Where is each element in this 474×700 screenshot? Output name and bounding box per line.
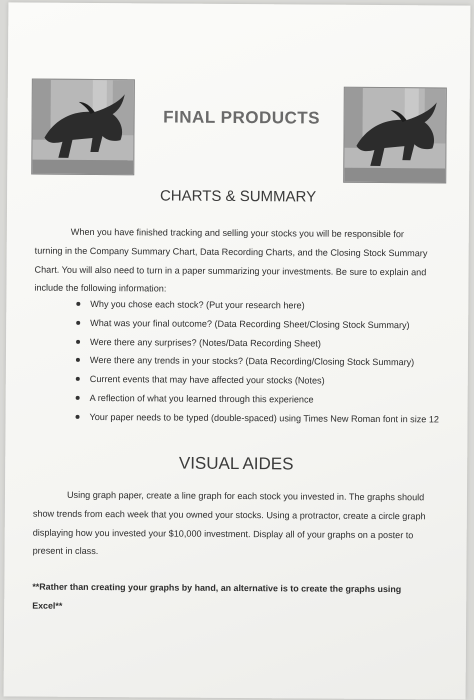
list-item: A reflection of what you learned through this experience	[76, 392, 446, 407]
charging-bull-icon	[344, 88, 446, 183]
charts-intro-paragraph: When you have finished tracking and selling your stocks you will be responsible for turning in the Company Summary Chart, Data Recording Charts, and the Closing Stock Summary Chart. You will also need to turn in a paper summarizing your investments. Be sure to explain and include the following information:	[34, 226, 428, 294]
list-item: Were there any trends in your stocks? (Data Recording/Closing Stock Summary)	[76, 354, 446, 369]
document-page	[4, 2, 471, 699]
list-item: Your paper needs to be typed (double-spaced) using Times New Roman font in size 12	[75, 411, 445, 426]
charts-summary-heading: CHARTS & SUMMARY	[159, 187, 317, 206]
excel-note: **Rather than creating your graphs by hand, an alternative is to create the graphs using Excel**	[32, 581, 402, 611]
list-item: Why you chose each stock? (Put your research here)	[76, 298, 446, 313]
page-title: FINAL PRODUCTS	[163, 107, 321, 128]
visual-aides-heading: VISUAL AIDES	[178, 453, 294, 474]
bull-photo-left	[31, 79, 135, 176]
bull-photo-right	[343, 87, 447, 184]
list-item: Were there any surprises? (Notes/Data Recording Sheet)	[76, 335, 446, 350]
visual-aides-paragraph: Using graph paper, create a line graph for each stock you invested in. The graphs should show trends from each week that you owned your stocks. Using a protractor, create a circle graph displaying how you invested your $10,000 investment. Display all of your graphs on a poster to present in class.	[32, 489, 426, 557]
list-item: Current events that may have affected your stocks (Notes)	[76, 373, 446, 388]
list-item: What was your final outcome? (Data Recording Sheet/Closing Stock Summary)	[76, 317, 446, 332]
charging-bull-icon	[32, 80, 134, 175]
requirements-list	[75, 298, 446, 432]
